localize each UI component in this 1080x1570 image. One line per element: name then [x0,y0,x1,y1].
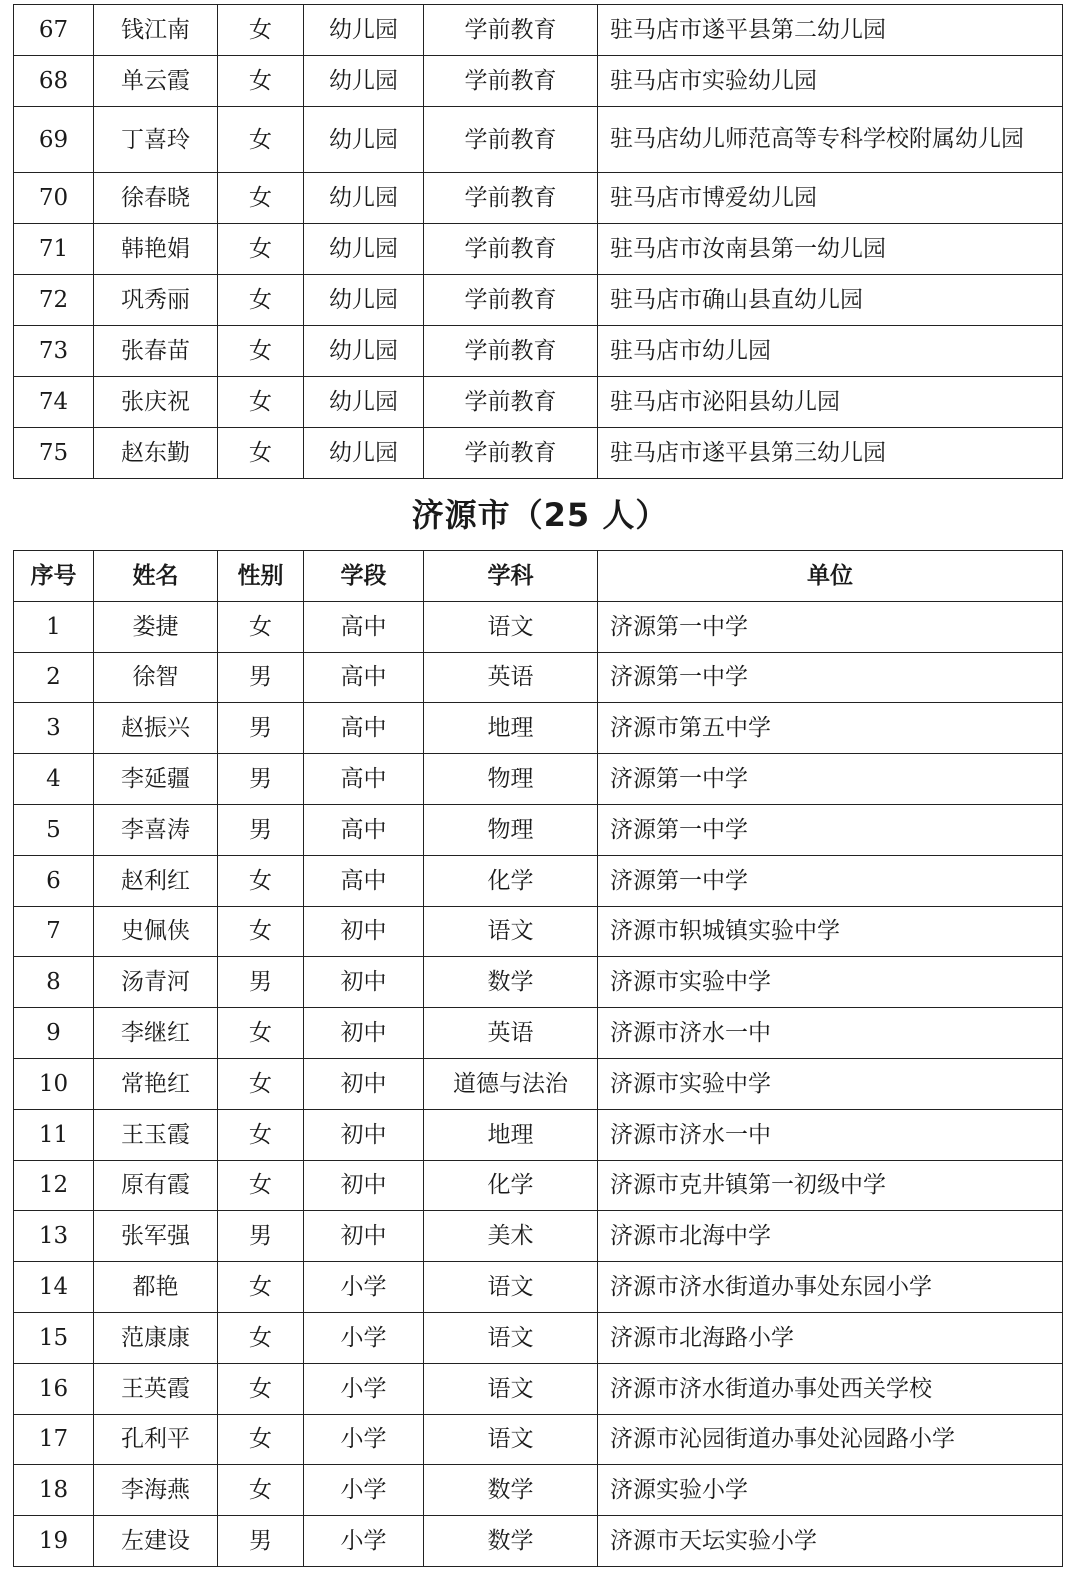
table-row [14,754,1063,805]
cell-unit: 济源市济水一中 [598,1109,1063,1160]
cell-index: 16 [14,1363,94,1414]
cell-name: 丁喜玲 [94,107,218,173]
cell-unit: 济源第一中学 [598,601,1063,652]
cell-index: 9 [14,1008,94,1059]
cell-unit: 驻马店市泌阳县幼儿园 [598,377,1063,428]
zhumadian-table [13,4,1063,479]
cell-unit: 济源市济水街道办事处西关学校 [598,1363,1063,1414]
cell-stage: 初中 [304,906,424,957]
cell-unit: 济源市克井镇第一初级中学 [598,1160,1063,1211]
header-gender: 性别 [218,551,304,602]
table-row [14,957,1063,1008]
cell-name: 李海燕 [94,1465,218,1516]
cell-name: 张春苗 [94,326,218,377]
cell-name: 赵利红 [94,855,218,906]
cell-gender: 女 [218,56,304,107]
cell-unit: 济源市实验中学 [598,957,1063,1008]
cell-subject: 学前教育 [424,107,598,173]
cell-unit: 驻马店市汝南县第一幼儿园 [598,224,1063,275]
cell-index: 71 [14,224,94,275]
cell-subject: 数学 [424,1465,598,1516]
cell-name: 王英霞 [94,1363,218,1414]
cell-unit: 驻马店市确山县直幼儿园 [598,275,1063,326]
cell-index: 75 [14,428,94,479]
cell-gender: 女 [218,428,304,479]
cell-index: 68 [14,56,94,107]
cell-subject: 语文 [424,906,598,957]
cell-index: 10 [14,1058,94,1109]
cell-stage: 高中 [304,652,424,703]
cell-index: 18 [14,1465,94,1516]
cell-subject: 地理 [424,703,598,754]
cell-unit: 济源市天坛实验小学 [598,1516,1063,1567]
cell-subject: 学前教育 [424,56,598,107]
cell-gender: 女 [218,906,304,957]
cell-name: 韩艳娟 [94,224,218,275]
cell-unit: 济源第一中学 [598,754,1063,805]
cell-name: 钱江南 [94,5,218,56]
cell-subject: 学前教育 [424,5,598,56]
cell-name: 娄捷 [94,601,218,652]
cell-name: 王玉霞 [94,1109,218,1160]
cell-unit: 济源市实验中学 [598,1058,1063,1109]
cell-index: 70 [14,173,94,224]
cell-index: 8 [14,957,94,1008]
cell-stage: 初中 [304,1160,424,1211]
table-row [14,1058,1063,1109]
table-row [14,1262,1063,1313]
cell-stage: 幼儿园 [304,224,424,275]
table-row [14,1516,1063,1567]
cell-gender: 男 [218,804,304,855]
cell-gender: 女 [218,107,304,173]
cell-index: 67 [14,5,94,56]
cell-subject: 学前教育 [424,326,598,377]
cell-gender: 女 [218,1312,304,1363]
cell-subject: 数学 [424,957,598,1008]
cell-index: 5 [14,804,94,855]
table-row [14,377,1063,428]
cell-index: 7 [14,906,94,957]
cell-stage: 幼儿园 [304,326,424,377]
table-row [14,804,1063,855]
cell-subject: 学前教育 [424,275,598,326]
table-row [14,703,1063,754]
cell-index: 17 [14,1414,94,1465]
table-row [14,275,1063,326]
cell-name: 巩秀丽 [94,275,218,326]
cell-name: 李继红 [94,1008,218,1059]
table-row [14,1312,1063,1363]
table-row [14,855,1063,906]
cell-gender: 女 [218,855,304,906]
cell-name: 张庆祝 [94,377,218,428]
cell-gender: 女 [218,1414,304,1465]
cell-subject: 物理 [424,754,598,805]
cell-gender: 女 [218,1160,304,1211]
cell-stage: 幼儿园 [304,275,424,326]
cell-gender: 女 [218,326,304,377]
cell-subject: 英语 [424,1008,598,1059]
cell-subject: 语文 [424,601,598,652]
header-stage: 学段 [304,551,424,602]
table-row [14,906,1063,957]
cell-subject: 学前教育 [424,377,598,428]
table-row [14,5,1063,56]
cell-subject: 美术 [424,1211,598,1262]
cell-subject: 学前教育 [424,428,598,479]
cell-name: 左建设 [94,1516,218,1567]
section-title: 济源市（25 人） [411,496,669,534]
header-name: 姓名 [94,551,218,602]
cell-index: 3 [14,703,94,754]
cell-subject: 语文 [424,1363,598,1414]
cell-stage: 幼儿园 [304,56,424,107]
cell-stage: 高中 [304,754,424,805]
cell-index: 15 [14,1312,94,1363]
table-row [14,56,1063,107]
jiyuan-table [13,550,1063,1567]
cell-index: 69 [14,107,94,173]
cell-subject: 数学 [424,1516,598,1567]
cell-gender: 男 [218,754,304,805]
cell-name: 张军强 [94,1211,218,1262]
cell-index: 4 [14,754,94,805]
cell-name: 徐智 [94,652,218,703]
cell-name: 赵振兴 [94,703,218,754]
cell-unit: 济源市济水街道办事处东园小学 [598,1262,1063,1313]
cell-stage: 小学 [304,1262,424,1313]
cell-index: 72 [14,275,94,326]
cell-gender: 男 [218,703,304,754]
cell-index: 12 [14,1160,94,1211]
cell-stage: 幼儿园 [304,377,424,428]
cell-subject: 学前教育 [424,173,598,224]
cell-gender: 女 [218,601,304,652]
cell-stage: 幼儿园 [304,5,424,56]
cell-gender: 女 [218,5,304,56]
cell-stage: 小学 [304,1465,424,1516]
cell-unit: 驻马店幼儿师范高等专科学校附属幼儿园 [598,107,1063,173]
cell-name: 范康康 [94,1312,218,1363]
cell-stage: 初中 [304,1211,424,1262]
cell-stage: 幼儿园 [304,107,424,173]
cell-gender: 男 [218,1211,304,1262]
cell-name: 原有霞 [94,1160,218,1211]
cell-gender: 女 [218,275,304,326]
cell-unit: 驻马店市博爱幼儿园 [598,173,1063,224]
cell-unit: 济源市沁园街道办事处沁园路小学 [598,1414,1063,1465]
cell-unit: 驻马店市遂平县第三幼儿园 [598,428,1063,479]
table-row [14,601,1063,652]
table-header-row [14,551,1063,602]
cell-index: 13 [14,1211,94,1262]
cell-name: 单云霞 [94,56,218,107]
table-row [14,1109,1063,1160]
cell-index: 14 [14,1262,94,1313]
cell-subject: 语文 [424,1414,598,1465]
cell-stage: 幼儿园 [304,173,424,224]
table-row [14,1008,1063,1059]
cell-gender: 男 [218,652,304,703]
cell-unit: 济源市轵城镇实验中学 [598,906,1063,957]
cell-subject: 语文 [424,1312,598,1363]
cell-gender: 女 [218,1008,304,1059]
cell-index: 19 [14,1516,94,1567]
cell-subject: 学前教育 [424,224,598,275]
cell-stage: 高中 [304,855,424,906]
cell-name: 李喜涛 [94,804,218,855]
cell-stage: 高中 [304,804,424,855]
cell-stage: 小学 [304,1312,424,1363]
table-row [14,107,1063,173]
cell-unit: 驻马店市遂平县第二幼儿园 [598,5,1063,56]
cell-index: 6 [14,855,94,906]
cell-index: 11 [14,1109,94,1160]
table-row [14,1363,1063,1414]
cell-subject: 化学 [424,1160,598,1211]
table-row [14,1414,1063,1465]
table-row [14,224,1063,275]
cell-unit: 济源实验小学 [598,1465,1063,1516]
cell-gender: 女 [218,1465,304,1516]
cell-stage: 初中 [304,957,424,1008]
cell-unit: 济源第一中学 [598,855,1063,906]
cell-subject: 语文 [424,1262,598,1313]
cell-unit: 济源第一中学 [598,652,1063,703]
cell-stage: 小学 [304,1363,424,1414]
cell-subject: 地理 [424,1109,598,1160]
cell-name: 汤青河 [94,957,218,1008]
cell-stage: 小学 [304,1516,424,1567]
table-row [14,1465,1063,1516]
cell-stage: 小学 [304,1414,424,1465]
cell-subject: 英语 [424,652,598,703]
table-row [14,428,1063,479]
cell-name: 徐春晓 [94,173,218,224]
cell-index: 74 [14,377,94,428]
cell-gender: 女 [218,224,304,275]
cell-subject: 道德与法治 [424,1058,598,1109]
cell-gender: 女 [218,377,304,428]
cell-unit: 驻马店市幼儿园 [598,326,1063,377]
cell-name: 史佩侠 [94,906,218,957]
cell-gender: 女 [218,173,304,224]
cell-gender: 女 [218,1058,304,1109]
cell-unit: 驻马店市实验幼儿园 [598,56,1063,107]
table-row [14,173,1063,224]
cell-index: 1 [14,601,94,652]
cell-stage: 幼儿园 [304,428,424,479]
header-unit: 单位 [598,551,1063,602]
cell-stage: 初中 [304,1008,424,1059]
cell-stage: 初中 [304,1058,424,1109]
cell-gender: 男 [218,957,304,1008]
cell-name: 李延疆 [94,754,218,805]
header-index: 序号 [14,551,94,602]
cell-subject: 物理 [424,804,598,855]
header-subject: 学科 [424,551,598,602]
cell-name: 赵东勤 [94,428,218,479]
cell-stage: 高中 [304,703,424,754]
cell-unit: 济源市北海路小学 [598,1312,1063,1363]
cell-unit: 济源市北海中学 [598,1211,1063,1262]
table-row [14,326,1063,377]
table-row [14,1160,1063,1211]
cell-unit: 济源市济水一中 [598,1008,1063,1059]
cell-name: 常艳红 [94,1058,218,1109]
cell-gender: 女 [218,1262,304,1313]
cell-unit: 济源第一中学 [598,804,1063,855]
table-row [14,1211,1063,1262]
cell-name: 孔利平 [94,1414,218,1465]
cell-stage: 高中 [304,601,424,652]
cell-gender: 女 [218,1363,304,1414]
cell-unit: 济源市第五中学 [598,703,1063,754]
cell-gender: 男 [218,1516,304,1567]
cell-index: 2 [14,652,94,703]
cell-name: 都艳 [94,1262,218,1313]
cell-gender: 女 [218,1109,304,1160]
cell-stage: 初中 [304,1109,424,1160]
cell-subject: 化学 [424,855,598,906]
cell-index: 73 [14,326,94,377]
table-row [14,652,1063,703]
